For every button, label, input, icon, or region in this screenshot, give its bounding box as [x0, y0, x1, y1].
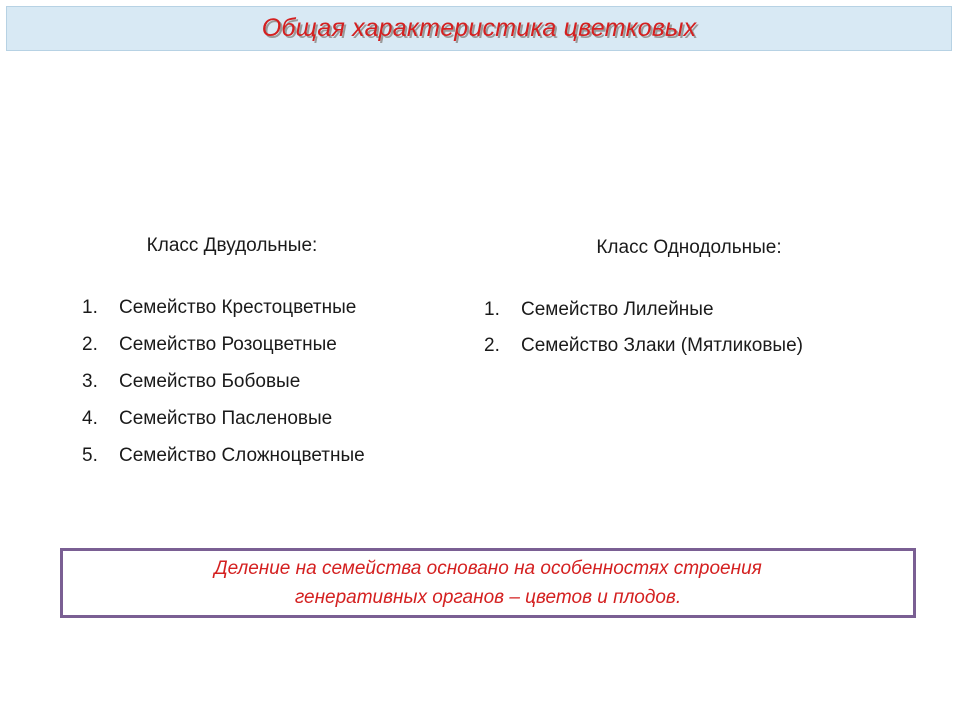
- note-text: [214, 554, 762, 612]
- list-item: [82, 445, 452, 482]
- list-item-number: 5.: [82, 445, 98, 466]
- monocots-heading: Класс Однодольные:: [596, 237, 782, 258]
- list-item-label: Семейство Бобовые: [119, 371, 301, 392]
- list-item: [484, 299, 904, 335]
- list-item-number: 1.: [484, 299, 500, 320]
- list-item-number: 2.: [484, 335, 500, 356]
- slide-title: Общая характеристика цветковых: [261, 14, 697, 42]
- list-item: [82, 334, 452, 371]
- list-item: [484, 335, 904, 371]
- list-item-label: Семейство Крестоцветные: [119, 297, 357, 318]
- list-item: [82, 408, 452, 445]
- monocots-family-list: [484, 299, 904, 371]
- note-line-2: генеративных органов – цветов и плодов.: [294, 587, 682, 608]
- list-item-label: Семейство Розоцветные: [119, 334, 337, 355]
- list-item-label: Семейство Сложноцветные: [119, 445, 365, 466]
- dicots-heading: Класс Двудольные:: [146, 235, 318, 256]
- list-item-label: Семейство Злаки (Мятликовые): [521, 335, 803, 356]
- list-item-number: 2.: [82, 334, 98, 355]
- list-item-number: 1.: [82, 297, 98, 318]
- dicots-column: [82, 235, 452, 482]
- note-box: [60, 548, 916, 618]
- list-item: [82, 371, 452, 408]
- list-item-number: 4.: [82, 408, 98, 429]
- list-item-label: Семейство Лилейные: [521, 299, 714, 320]
- list-item-number: 3.: [82, 371, 98, 392]
- dicots-family-list: [82, 297, 452, 482]
- list-item: [82, 297, 452, 334]
- title-bar: [6, 6, 952, 51]
- note-line-1: Деление на семейства основано на особенностях строения: [214, 558, 762, 579]
- list-item-label: Семейство Пасленовые: [119, 408, 333, 429]
- monocots-column: [484, 237, 904, 371]
